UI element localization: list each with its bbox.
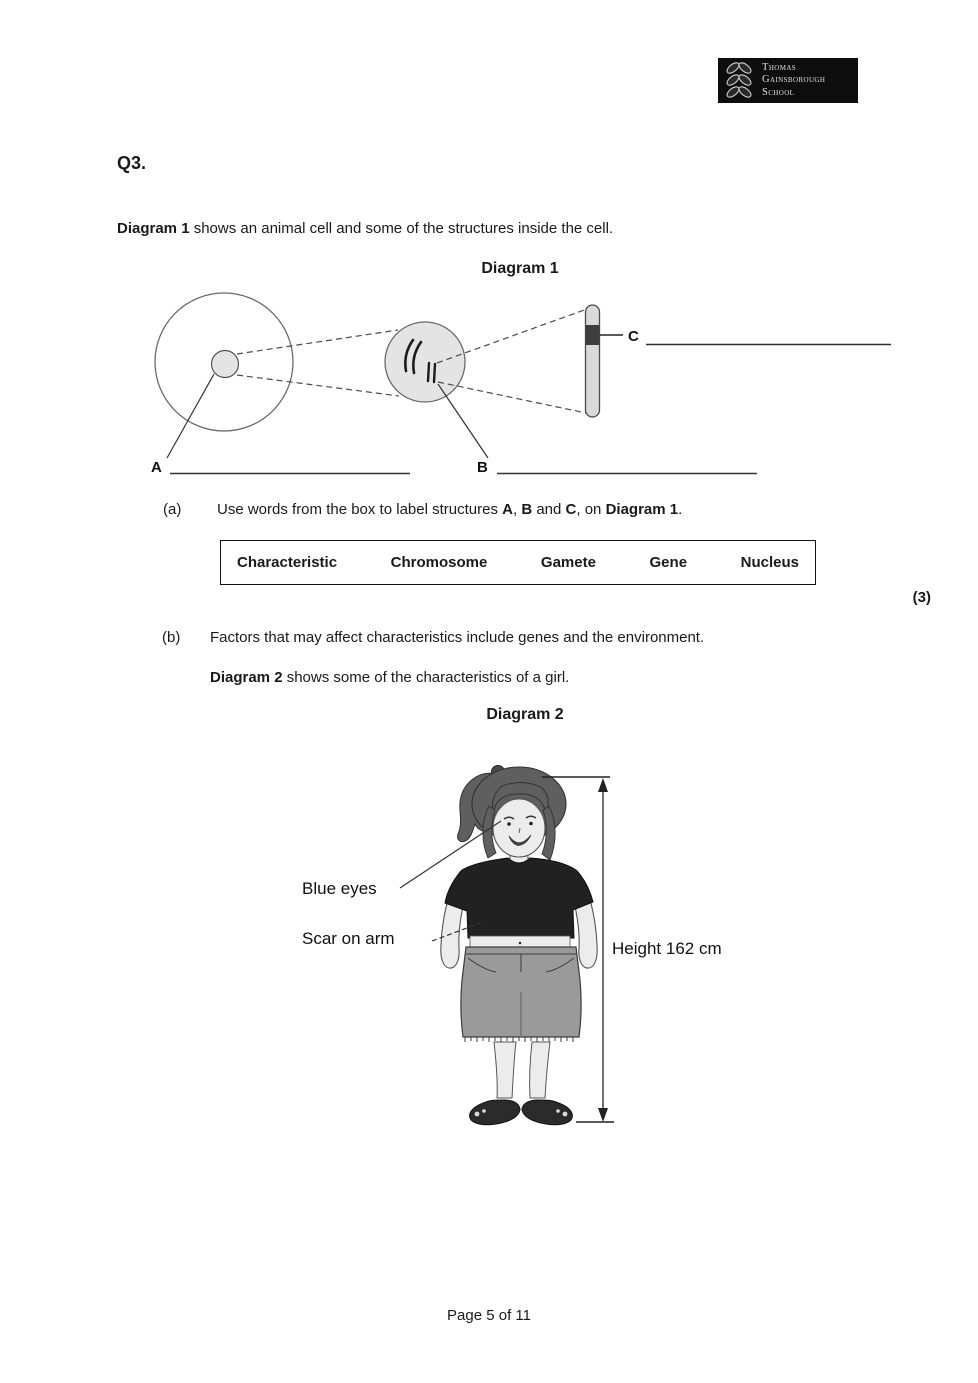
part-a-bold: A [502,501,513,518]
word-characteristic: Characteristic [237,554,338,571]
left-sandal-toe [475,1112,480,1117]
girl-left-leg [494,1042,516,1098]
jeans-frayed-hem [465,1037,573,1042]
girl-face [493,799,545,857]
school-logo [718,58,858,103]
blue-eyes-label: Blue eyes [302,879,377,898]
page-footer: Page 5 of 11 [447,1307,531,1324]
part-a-bold: C [565,501,577,518]
intro-rest: shows an animal cell and some of the structures inside the cell. [189,220,614,237]
diagram2-title: Diagram 2 [486,706,564,723]
word-nucleus: Nucleus [740,554,799,571]
girl-tshirt [445,858,593,938]
diagram1-figure [140,255,900,490]
label-a: A [151,459,162,476]
right-sandal-toe [563,1112,568,1117]
intro-sentence [117,220,613,237]
intro-bold: Diagram 1 [117,220,190,237]
part-b-line2-bold: Diagram 2 [210,669,283,686]
height-arrowhead-up [598,778,608,792]
part-b-line2-rest: shows some of the characteristics of a girl. [282,669,570,686]
diagram1-title: Diagram 1 [481,260,559,277]
part-a-seg: , [512,501,522,518]
school-name-line2: Gainsborough [762,74,826,86]
label-c: C [628,328,639,345]
question-number: Q3. [117,153,147,173]
navel [519,942,522,945]
word-box [220,540,816,585]
part-a-seg: . [678,501,683,518]
zoom-line [438,382,586,413]
label-b-pointer [438,384,488,458]
leaf-emblem-icon [718,60,758,102]
word-gamete: Gamete [540,554,596,571]
part-a-text [217,501,682,518]
zoom-line [437,309,587,363]
chromosome-pair [434,364,435,382]
girl-right-eye [529,822,533,826]
scar-on-arm-label: Scar on arm [302,929,395,948]
chromosome-bar [586,305,600,417]
nucleus [212,351,239,378]
part-a-seg: Use words from the box to label structures [217,501,503,518]
girl-right-leg [530,1042,550,1098]
gene-band [586,325,600,345]
school-name-line3: School [762,86,795,98]
school-name [762,62,825,100]
enlarged-nucleus [385,322,465,402]
part-a-bold: B [521,501,533,518]
word-chromosome: Chromosome [390,554,488,571]
part-a-marker: (a) [163,501,182,518]
part-b-line1: Factors that may affect characteristics include genes and the environment. [210,629,705,646]
chromosome-pair [428,363,429,381]
girl-left-eye [507,822,511,826]
part-a-seg: and [532,501,566,518]
height-arrowhead-down [598,1108,608,1122]
part-b-line2 [210,669,569,686]
right-sandal-toe [556,1109,560,1113]
label-b: B [477,459,488,476]
height-label: Height 162 cm [612,939,722,958]
marks-badge: (3) [912,589,931,606]
part-a-bold: Diagram 1 [605,501,679,518]
part-b-marker: (b) [162,629,181,646]
left-sandal-toe [482,1109,486,1113]
part-a-seg: , on [576,501,606,518]
word-gene: Gene [649,554,688,571]
school-name-line1: Thomas [762,61,797,73]
